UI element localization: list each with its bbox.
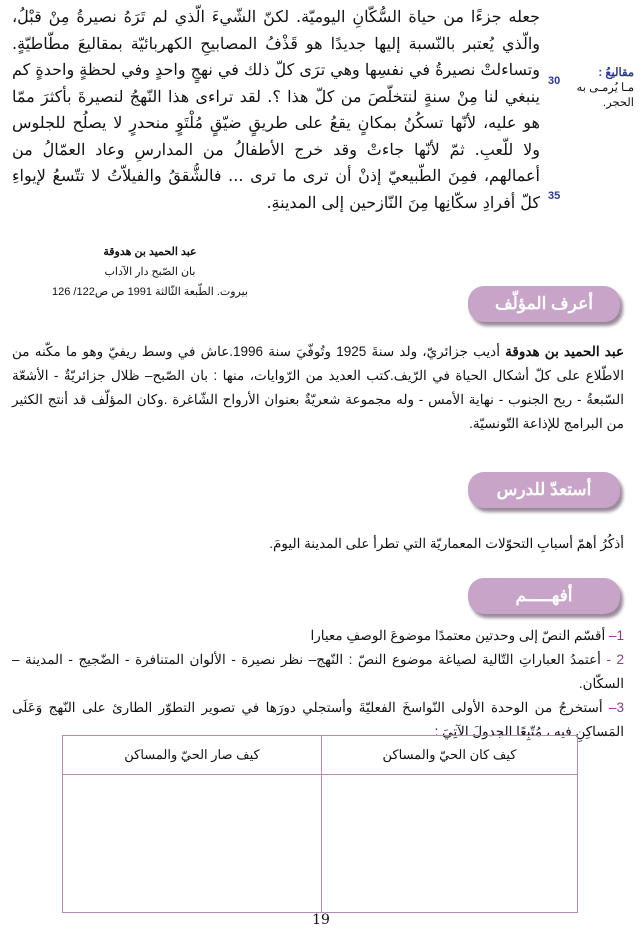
excerpt-line: وتساءلتْ نصيرةُ في نفسِها وهي ترَى كلّ ذلك في نهجٍ واحدٍ وفي لحظةٍ واحدةٍ كم [12,60,540,79]
citation [20,242,280,302]
question-number: 2 - [606,652,624,667]
question-text: أعتمدُ العباراتِ التّالية لصياغة موضوع النصّ : النّهج– نظر نصيرة - الألوان المتنافرة - الضّجيج - المدينة – السكّان. [12,652,624,691]
author-name: عبد الحميد بن هدوقة [505,344,625,359]
section-header-prepare: أستعدّ للدرس [468,472,620,508]
excerpt-line: جعله جزءًا من حياة السُّكّانِ اليوميّة. لكنّ الشّيءَ الّذي لم تَرَهُ نصيرةُ مِنْ قبْلُ، [12,7,540,26]
citation-author: عبد الحميد بن هدوقة [103,246,197,258]
author-bio [12,340,624,436]
excerpt-line: أعمالهم، فمِنَ الطّبيعيّ إذنْ أن ترى ما ترى ... فالشُّققُ والفيلاّتُ لا تتّسعُ لإيواءِ [12,166,540,185]
excerpt-line: هو عليه، لأنّها تسكُنُ بمكانٍ يقعُ على طريقٍ ضيّقٍ مُلْتَوٍ منحدرٍ لا يصلُح للجلوس [12,113,540,132]
glossary-note [568,66,634,111]
excerpt-text [12,4,540,216]
question-text: أقسّم النصّ إلى وحدتين معتمدًا موضوعَ الوصفِ معيارا [310,628,609,643]
question-item [12,648,624,696]
answer-table [62,735,578,913]
excerpt-line: كلّ أفرادِ سكّانِها مِنَ النّازحين إلى المدينةِ. [266,192,540,212]
glossary-definition: مـا يُرمـى به الحجر. [576,82,634,109]
questions-list [12,624,624,744]
prepare-text: أذكُرُ أهمّ أسبابِ التحوّلات المعماريّة التي تطرأ على المدينة اليومَ. [269,536,624,551]
table-cell-before[interactable] [321,775,577,913]
question-item [12,624,624,648]
glossary-term: مقاليعُ : [598,67,634,79]
table-header-after: كيف صار الحيّ والمساكن [63,736,322,775]
line-number: 30 [548,75,561,87]
page-number: 19 [312,912,330,928]
excerpt-line: والّذي يُعتبر بالنّسبة إليها جديدًا هو قَذْفُ المصابيحِ الكهربائيّة بمقاليعَ مطّاطيّةٍ. [12,33,540,53]
question-text: أستخرجُ من الوحدة الأولى النّواسخَ الفعليّةَ وأستجلي دورَها في تصوير التطوّر الطارئ على النّهج وَعَلَى المَساكِنِ فيه ، مُتّبِعًا الجدولَ الآتِيَ : [12,700,624,739]
table-cell-after[interactable] [63,775,322,913]
citation-book: بان الصّبح دار الآداب [104,266,196,278]
section-header-understand: أفهـــــم [468,578,620,614]
question-number: 3– [608,700,624,715]
line-number: 35 [548,190,561,202]
question-number: 1– [608,628,624,643]
author-bio-text: أديب جزائريّ، ولد سنةَ 1925 وتُوفّيَ سنة 1996.عاش في وسط ريفيّ وهو ما مكّنه من الاطّلاع على كلّ أشكال الحياة في الرّيف.كتب العديد من الرّوايات، منها : بان الصّبح– ظلال جزائريّةٌ - الأشعّة السّبعةُ - ريح الجنوب - نهاية الأمس - وله مجموعة شعريّةٌ بعنوان الأرواح الشّاغرة .وكان المؤلّف قد أنتج الكثير من البرامج للإذاعة التّونسيّة. [12,344,624,431]
excerpt-line: ولا للّعبِ. ثمّ لأنّها جاءتْ وقد خرج الأطفالُ من المدارسِ وعاد العمّالُ من [12,139,540,159]
table-header-before: كيف كان الحيّ والمساكن [321,736,577,775]
citation-edition: بيروت. الطّبعة الثّالثة 1991 ص ص122/ 126 [52,286,248,298]
section-header-author: أعرف المؤلّف [468,286,620,322]
excerpt-line: ينبغي لنا مِنْ سنةٍ لنتخلّصَ من كلّ هذا ؟. لقد تراءى هذا النّهجُ لنصيرةَ بأكثرَ ممّا [12,86,540,106]
